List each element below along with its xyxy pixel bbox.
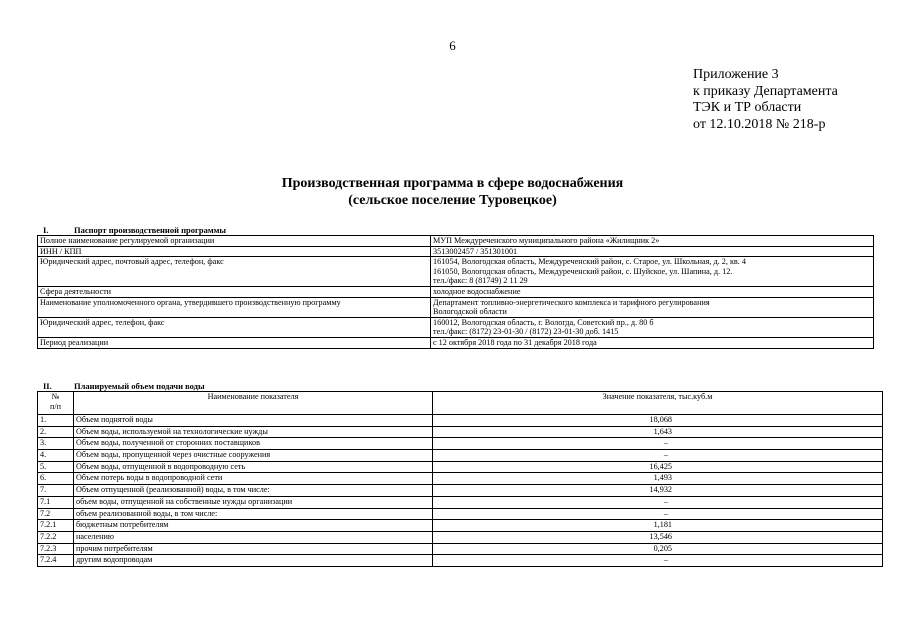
passport-value-line: тел./факс: (8172) 23-01-30 / (8172) 23-01-30 доб. 1415 [433, 327, 619, 337]
table-row [38, 543, 883, 555]
table-row [38, 473, 883, 485]
row-indicator-name: бюджетным потребителям [74, 520, 433, 532]
row-indicator-name: Объем воды, пропущенной через очистные сооружения [74, 450, 433, 462]
appendix-line: к приказу Департамента [693, 83, 838, 99]
row-indicator-name: объем реализованной воды, в том числе: [74, 508, 433, 520]
header-number-line-1: № [51, 392, 60, 401]
passport-label: Наименование уполномоченного органа, утвердившего производственную программу [38, 297, 431, 317]
row-number: 2. [38, 426, 74, 438]
passport-row [38, 236, 874, 247]
table-row [38, 531, 883, 543]
passport-label: Юридический адрес, почтовый адрес, телефон, факс [38, 257, 431, 287]
table-header-row [38, 392, 883, 415]
passport-row [38, 297, 874, 317]
passport-value [431, 286, 874, 297]
row-indicator-name: Объем воды, отпущенной в водопроводную сеть [74, 461, 433, 473]
passport-value [431, 246, 874, 257]
passport-row [38, 317, 874, 337]
row-indicator-name: Объем поднятой воды [74, 415, 433, 427]
passport-label: Сфера деятельности [38, 286, 431, 297]
row-number: 7.2.2 [38, 531, 74, 543]
section-title: Планируемый объем подачи воды [74, 381, 205, 391]
row-number: 7.2 [38, 508, 74, 520]
row-number: 7.2.3 [38, 543, 74, 555]
passport-value-line: 3513002457 / 351301001 [433, 246, 518, 256]
row-indicator-value: 13,546 [433, 531, 883, 543]
row-number: 7.2.4 [38, 555, 74, 567]
row-indicator-name: Объем воды, используемой на технологические нужды [74, 426, 433, 438]
passport-value-line: Вологодской области [433, 307, 507, 317]
passport-row [38, 246, 874, 257]
row-indicator-value: – [433, 438, 883, 450]
row-number: 7. [38, 485, 74, 497]
table-row [38, 496, 883, 508]
table-row [38, 426, 883, 438]
table-row [38, 508, 883, 520]
title-line-1: Производственная программа в сфере водоснабжения [281, 176, 624, 191]
section-1-heading [43, 225, 226, 235]
row-indicator-name: населению [74, 531, 433, 543]
appendix-line: от 12.10.2018 № 218-р [693, 116, 826, 132]
row-indicator-name: объем воды, отпущенной на собственные нужды организации [74, 496, 433, 508]
passport-label: Период реализации [38, 337, 431, 348]
section-number: I. [43, 225, 49, 235]
passport-value-line: Департамент топливно-энергетического комплекса и тарифного регулирования [433, 297, 710, 307]
row-number: 6. [38, 473, 74, 485]
appendix-line: Приложение 3 [693, 67, 779, 82]
passport-value [431, 257, 874, 287]
table-row [38, 555, 883, 567]
passport-label: Полное наименование регулируемой организации [38, 236, 431, 247]
passport-row [38, 257, 874, 287]
passport-table [37, 235, 874, 349]
header-value: Значение показателя, тыс.куб.м [433, 392, 883, 415]
row-indicator-value: 1,493 [433, 473, 883, 485]
passport-value-line: 160012, Вологодская область, г. Вологда, Советский пр., д. 80 б [433, 317, 654, 327]
row-number: 7.1 [38, 496, 74, 508]
passport-label: Юридический адрес, телефон, факс [38, 317, 431, 337]
appendix-line: ТЭК и ТР области [693, 100, 802, 115]
header-name: Наименование показателя [74, 392, 433, 415]
row-indicator-value: 14,932 [433, 485, 883, 497]
page-number: 6 [449, 38, 456, 53]
table-row [38, 438, 883, 450]
appendix-block [693, 67, 838, 133]
row-number: 1. [38, 415, 74, 427]
row-indicator-value: – [433, 508, 883, 520]
table-row [38, 450, 883, 462]
passport-row [38, 286, 874, 297]
row-indicator-value: 16,425 [433, 461, 883, 473]
row-indicator-name: другим водопроводам [74, 555, 433, 567]
passport-value [431, 236, 874, 247]
table-row [38, 415, 883, 427]
passport-value-line: тел./факс: 8 (81749) 2 11 29 [433, 276, 528, 286]
row-indicator-value: 18,068 [433, 415, 883, 427]
passport-value [431, 317, 874, 337]
row-indicator-name: прочим потребителям [74, 543, 433, 555]
passport-label: ИНН / КПП [38, 246, 431, 257]
section-number: II. [43, 381, 52, 391]
row-number: 7.2.1 [38, 520, 74, 532]
row-indicator-value: 1,181 [433, 520, 883, 532]
row-indicator-value: – [433, 450, 883, 462]
passport-value [431, 337, 874, 348]
row-number: 3. [38, 438, 74, 450]
row-indicator-name: Объем потерь воды в водопроводной сети [74, 473, 433, 485]
section-2-heading [43, 381, 205, 391]
passport-value-line: 161054, Вологодская область, Междуреченский район, с. Старое, ул. Школьная, д. 2, кв. 4 [433, 257, 746, 267]
title-line-2: (сельское поселение Туровецкое) [348, 193, 557, 208]
row-indicator-value: – [433, 555, 883, 567]
document-title [0, 175, 905, 209]
section-title: Паспорт производственной программы [74, 225, 227, 235]
passport-value-line: МУП Междуреченского муниципального района «Жилищник 2» [433, 236, 660, 245]
row-indicator-name: Объем отпущенной (реализованной) воды, в том числе: [74, 485, 433, 497]
row-number: 5. [38, 461, 74, 473]
passport-value-line: с 12 октября 2018 года по 31 декабря 2018 года [433, 337, 597, 347]
passport-value-line: 161050, Вологодская область, Междуреченский район, с. Шуйское, ул. Шапина, д. 12. [433, 266, 733, 276]
water-volume-table [37, 391, 883, 567]
row-number: 4. [38, 450, 74, 462]
table-row [38, 520, 883, 532]
row-indicator-name: Объем воды, полученной от сторонних поставщиков [74, 438, 433, 450]
passport-value [431, 297, 874, 317]
row-indicator-value: 0,205 [433, 543, 883, 555]
table-row [38, 461, 883, 473]
header-number-line-2: п/п [49, 401, 62, 411]
header-number [38, 392, 74, 415]
table-row [38, 485, 883, 497]
row-indicator-value: 1,643 [433, 426, 883, 438]
row-indicator-value: – [433, 496, 883, 508]
passport-value-line: холодное водоснабжение [433, 286, 521, 296]
passport-row [38, 337, 874, 348]
